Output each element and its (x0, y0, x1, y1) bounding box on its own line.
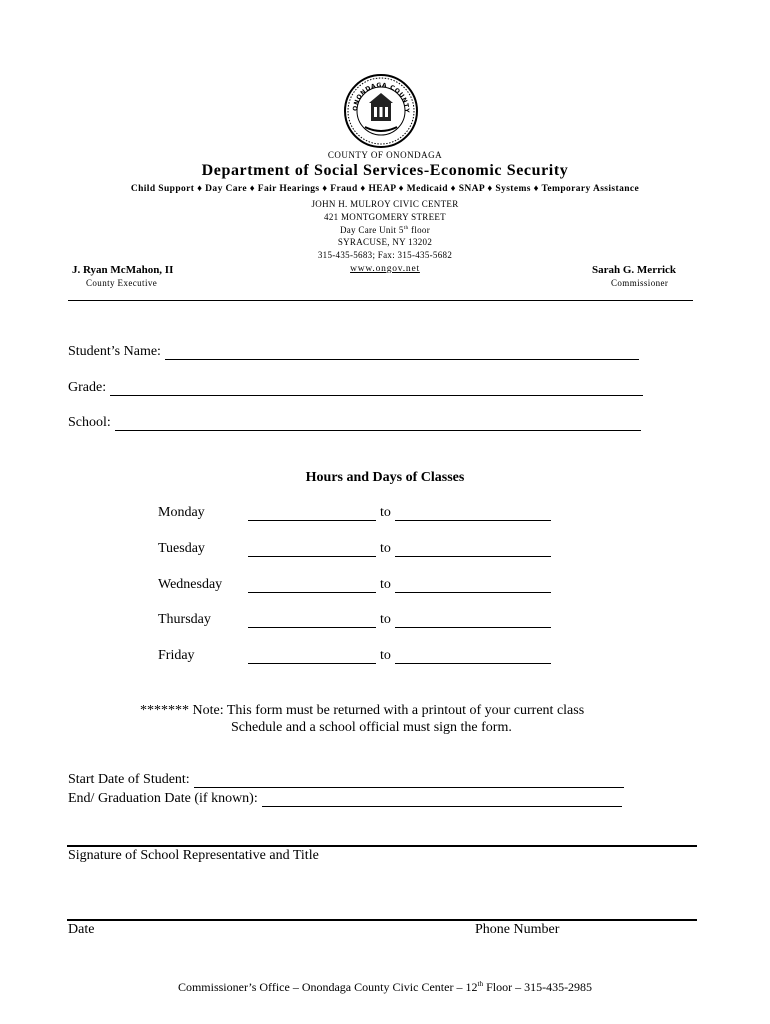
day-label: Friday (158, 648, 195, 663)
commissioner-title: Commissioner (611, 278, 669, 288)
day-label: Tuesday (158, 541, 205, 556)
footer-prefix: Commissioner’s Office – Onondaga County Civic Center – 12 (177, 980, 478, 994)
address-unit-suffix: floor (408, 225, 431, 235)
date-phone-line[interactable] (67, 919, 697, 921)
program-list: Child Support ♦ Day Care ♦ Fair Hearings ♦ Fraud ♦ HEAP ♦ Medicaid ♦ SNAP ♦ Systems ♦ Temporary Assistance (130, 184, 640, 194)
day-row-thursday (158, 612, 551, 628)
student-name-label: Student’s Name: (68, 344, 161, 359)
end-date-field[interactable] (262, 792, 622, 807)
end-time-field[interactable] (395, 649, 551, 664)
address-unit-prefix: Day Care Unit 5 (339, 225, 404, 235)
to-label: to (380, 505, 391, 520)
start-time-field[interactable] (248, 613, 376, 628)
to-label: to (380, 541, 391, 556)
executive-name: J. Ryan McMahon, II (72, 264, 174, 276)
start-time-field[interactable] (248, 542, 376, 557)
seal-text: ONONDAGA COUNTY (351, 81, 411, 114)
start-date-row (68, 772, 624, 788)
address-street: 421 MONTGOMERY STREET (324, 212, 446, 222)
phone-label: Phone Number (475, 922, 560, 937)
grade-field[interactable] (110, 381, 643, 396)
footer-sup: th (477, 980, 484, 988)
end-time-field[interactable] (395, 542, 551, 557)
address-city: SYRACUSE, NY 13202 (337, 237, 433, 247)
to-label: to (380, 577, 391, 592)
day-label: Monday (158, 505, 205, 520)
start-date-field[interactable] (194, 773, 624, 788)
department-title: Department of Social Services-Economic Security (201, 162, 569, 179)
footer-suffix: Floor – 315-435-2985 (483, 980, 593, 994)
date-label: Date (68, 922, 95, 937)
start-time-field[interactable] (248, 649, 376, 664)
end-date-label: End/ Graduation Date (if known): (68, 791, 258, 806)
signature-line[interactable] (67, 845, 697, 847)
end-date-row (68, 791, 622, 807)
end-time-field[interactable] (395, 506, 551, 521)
end-time-field[interactable] (395, 578, 551, 593)
day-row-wednesday (158, 577, 551, 593)
county-seal-icon (343, 73, 419, 149)
day-row-tuesday (158, 541, 551, 557)
note-line-2: Schedule and a school official must sign the form. (231, 720, 512, 735)
to-label: to (380, 612, 391, 627)
grade-row (68, 380, 643, 396)
student-name-row (68, 344, 639, 360)
student-name-field[interactable] (165, 345, 639, 360)
to-label: to (380, 648, 391, 663)
address-building: JOHN H. MULROY CIVIC CENTER (311, 199, 459, 209)
footer (0, 980, 770, 995)
grade-label: Grade: (68, 380, 107, 395)
school-label: School: (68, 415, 111, 430)
school-row (68, 415, 641, 431)
county-name: COUNTY OF ONONDAGA (327, 150, 443, 160)
day-row-friday (158, 648, 551, 664)
start-time-field[interactable] (248, 506, 376, 521)
note-line-1: ******* Note: This form must be returned with a printout of your current class (140, 703, 585, 718)
day-row-monday (158, 505, 551, 521)
address-unit-sup: th (403, 225, 409, 231)
day-label: Wednesday (158, 577, 223, 592)
signature-label: Signature of School Representative and Title (68, 848, 319, 863)
header-divider (68, 300, 693, 301)
address-phone: 315-435-5683; Fax: 315-435-5682 (317, 250, 453, 260)
executive-title: County Executive (86, 278, 158, 288)
address-unit (0, 225, 770, 235)
start-time-field[interactable] (248, 578, 376, 593)
school-field[interactable] (115, 416, 641, 431)
end-time-field[interactable] (395, 613, 551, 628)
start-date-label: Start Date of Student: (68, 772, 190, 787)
hours-title: Hours and Days of Classes (305, 470, 465, 485)
website-link[interactable]: www.ongov.net (350, 264, 420, 274)
commissioner-name: Sarah G. Merrick (592, 264, 677, 276)
day-label: Thursday (158, 612, 211, 627)
